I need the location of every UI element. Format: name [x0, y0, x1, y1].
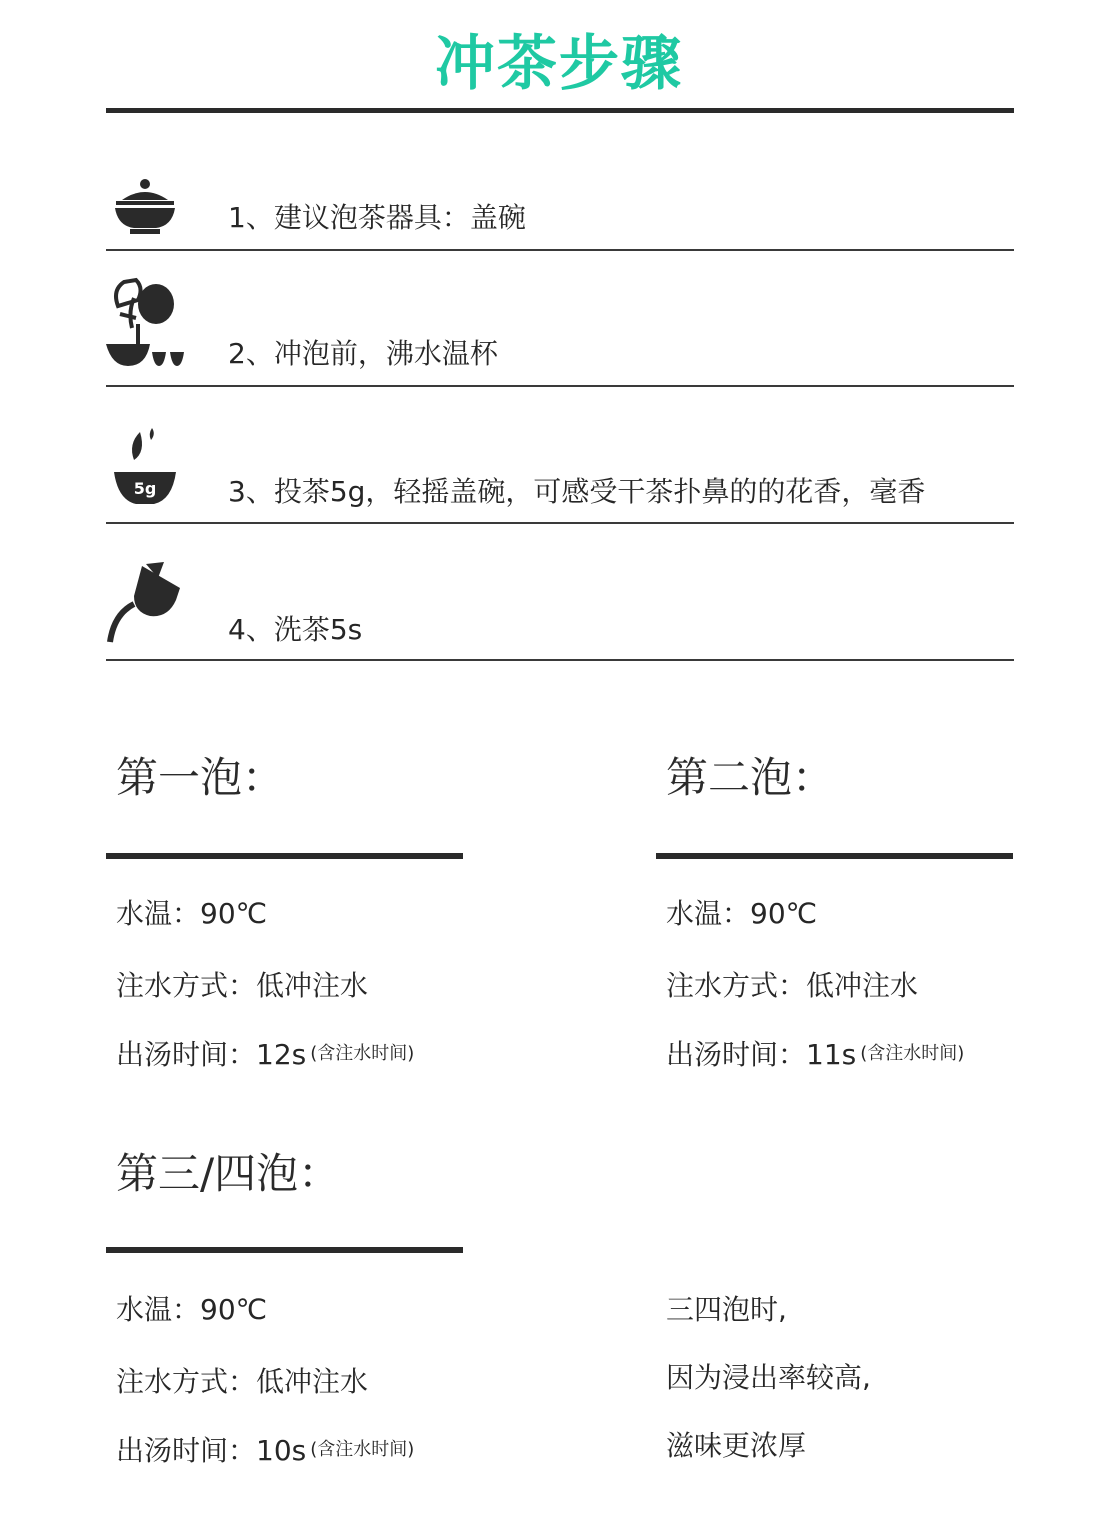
second-brew-method: 注水方式：低冲注水 — [666, 969, 919, 1002]
first-brew-divider — [106, 853, 463, 859]
third-fourth-brew-divider — [106, 1247, 463, 1253]
title-divider — [106, 108, 1014, 113]
second-brew-time: 出汤时间：11s (含注水时间) — [666, 1038, 965, 1071]
tea-amount-label: 5g — [133, 479, 157, 498]
second-brew-divider — [656, 853, 1013, 859]
first-brew-heading: 第一泡： — [116, 753, 285, 802]
note-line-3: 滋味更浓厚 — [666, 1429, 807, 1462]
step-3-divider — [106, 522, 1014, 524]
first-brew-method: 注水方式：低冲注水 — [116, 969, 369, 1002]
page-title: 冲茶步骤 — [435, 29, 683, 99]
third-fourth-brew-temp: 水温：90℃ — [116, 1293, 268, 1326]
first-brew-time: 出汤时间：12s (含注水时间) — [116, 1038, 415, 1071]
second-brew-temp: 水温：90℃ — [666, 897, 818, 930]
step-1-divider — [106, 249, 1014, 251]
step-1-text: 1、建议泡茶器具：盖碗 — [228, 201, 526, 234]
step-2-divider — [106, 385, 1014, 387]
step-4-divider — [106, 659, 1014, 661]
step-3-text: 3、投茶5g，轻摇盖碗，可感受干茶扑鼻的的花香，毫香 — [228, 475, 926, 508]
third-fourth-brew-time: 出汤时间：10s (含注水时间) — [116, 1434, 415, 1467]
second-brew-heading: 第二泡： — [666, 753, 835, 802]
step-4-text: 4、洗茶5s — [228, 613, 363, 646]
step-2-text: 2、冲泡前，沸水温杯 — [228, 337, 498, 370]
note-line-2: 因为浸出率较高, — [666, 1361, 871, 1394]
third-fourth-brew-method: 注水方式：低冲注水 — [116, 1365, 369, 1398]
tea-leaf-bowl-icon — [114, 426, 176, 510]
pour-water-icon — [106, 276, 186, 370]
first-brew-temp: 水温：90℃ — [116, 897, 268, 930]
third-fourth-brew-heading: 第三/四泡： — [116, 1149, 341, 1198]
gaiwan-icon — [112, 178, 178, 236]
pour-tea-icon — [106, 560, 186, 646]
note-line-1: 三四泡时, — [666, 1293, 787, 1326]
